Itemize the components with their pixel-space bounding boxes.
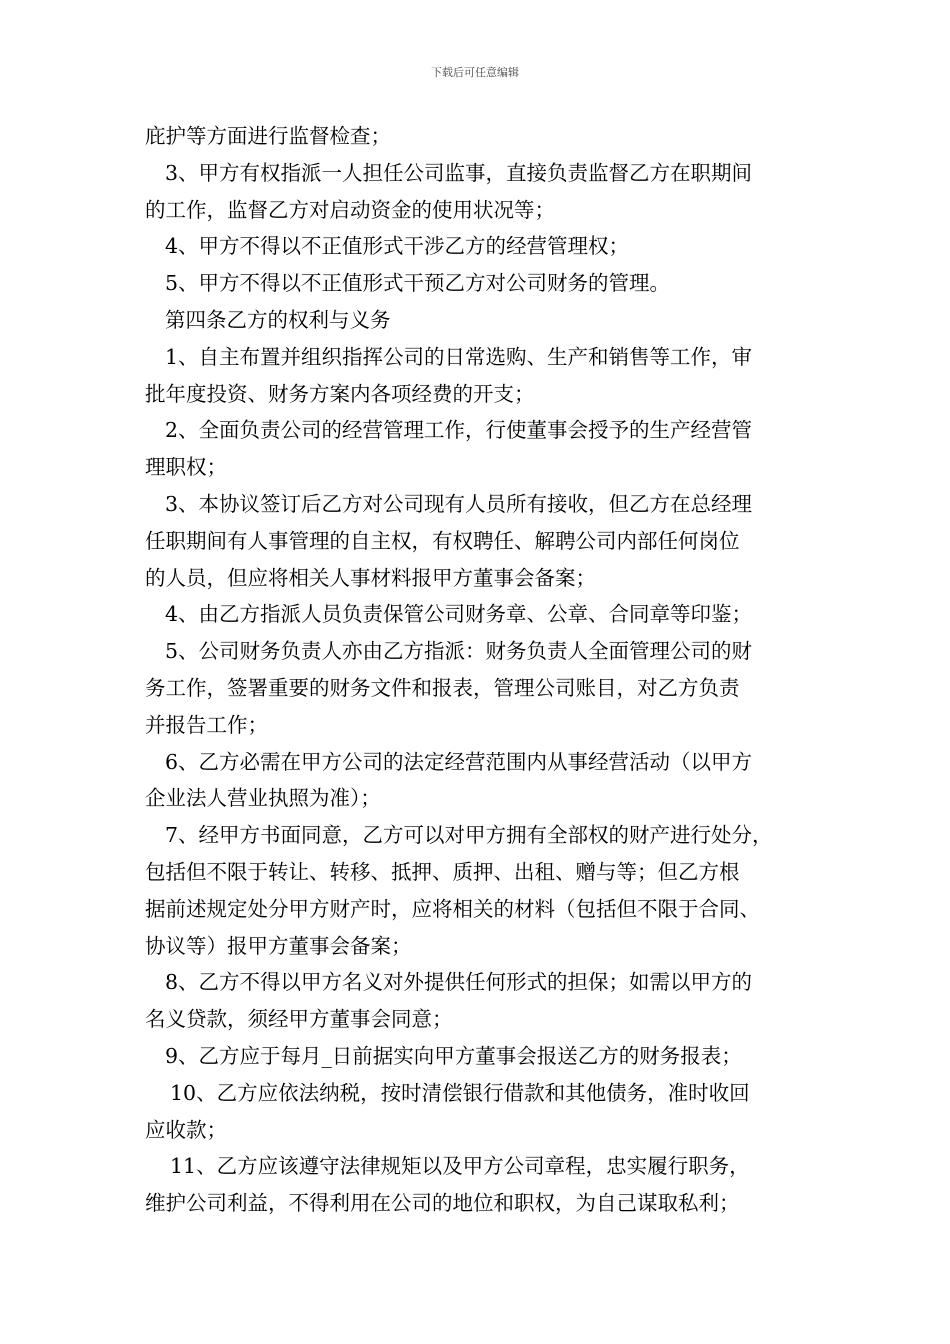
text-line: 5、公司财务负责人亦由乙方指派：财务负责人全面管理公司的财 [165,639,753,664]
text-line: 7、经甲方书面同意，乙方可以对甲方拥有全部权的财产进行处分， [165,823,773,848]
text-line: 的工作，监督乙方对启动资金的使用状况等； [145,197,555,222]
text-line: 1、自主布置并组织指挥公司的日常选购、生产和销售等工作，审 [165,344,753,369]
text-line: 任职期间有人事管理的自主权，有权聘任、解聘公司内部任何岗位 [145,528,740,553]
text-line: 理职权； [145,455,227,480]
text-line: 庇护等方面进行监督检查； [145,124,391,148]
text-line: 5、甲方不得以不正值形式干预乙方对公司财务的管理。 [165,271,671,296]
text-line: 3、甲方有权指派一人担任公司监事，直接负责监督乙方在职期间 [165,160,753,185]
text-line: 包括但不限于转让、转移、抵押、质押、出租、赠与等；但乙方根 [145,859,740,884]
text-line: 据前述规定处分甲方财产时，应将相关的材料（包括但不限于合同、 [145,896,760,921]
section-heading: 第四条乙方的权利与义务 [165,307,391,332]
text-line: 维护公司利益，不得利用在公司的地位和职权，为自己谋取私利； [145,1191,740,1216]
text-line: 8、乙方不得以甲方名义对外提供任何形式的担保；如需以甲方的 [165,970,753,995]
text-line: 9、乙方应于每月_日前据实向甲方董事会报送乙方的财务报表； [165,1043,742,1068]
text-line: 2、全面负责公司的经营管理工作，行使董事会授予的生产经营管 [165,418,753,443]
text-line: 批年度投资、财务方案内各项经费的开支； [145,381,535,406]
text-line: 应收款； [145,1117,227,1142]
text-line: 4、甲方不得以不正值形式干涉乙方的经营管理权； [165,234,630,259]
document-body [145,118,815,1222]
text-line: 4、由乙方指派人员负责保管公司财务章、公章、合同章等印鉴； [165,602,753,627]
text-line: 务工作，签署重要的财务文件和报表，管理公司账目，对乙方负责 [145,675,740,700]
text-line: 并报告工作； [145,712,268,737]
text-line: 6、乙方必需在甲方公司的法定经营范围内从事经营活动（以甲方 [165,749,753,774]
text-line: 名义贷款，须经甲方董事会同意； [145,1007,453,1032]
text-line: 协议等）报甲方董事会备案； [145,933,412,958]
text-line: 11、乙方应该遵守法律规矩以及甲方公司章程，忠实履行职务， [170,1154,750,1179]
text-line: 3、本协议签订后乙方对公司现有人员所有接收，但乙方在总经理 [165,491,753,516]
text-line: 10、乙方应依法纳税，按时清偿银行借款和其他债务，准时收回 [170,1080,750,1105]
text-line: 的人员，但应将相关人事材料报甲方董事会备案； [145,565,596,590]
text-line: 企业法人营业执照为准）； [145,786,381,811]
page-header: 下载后可任意编辑 [431,66,519,79]
